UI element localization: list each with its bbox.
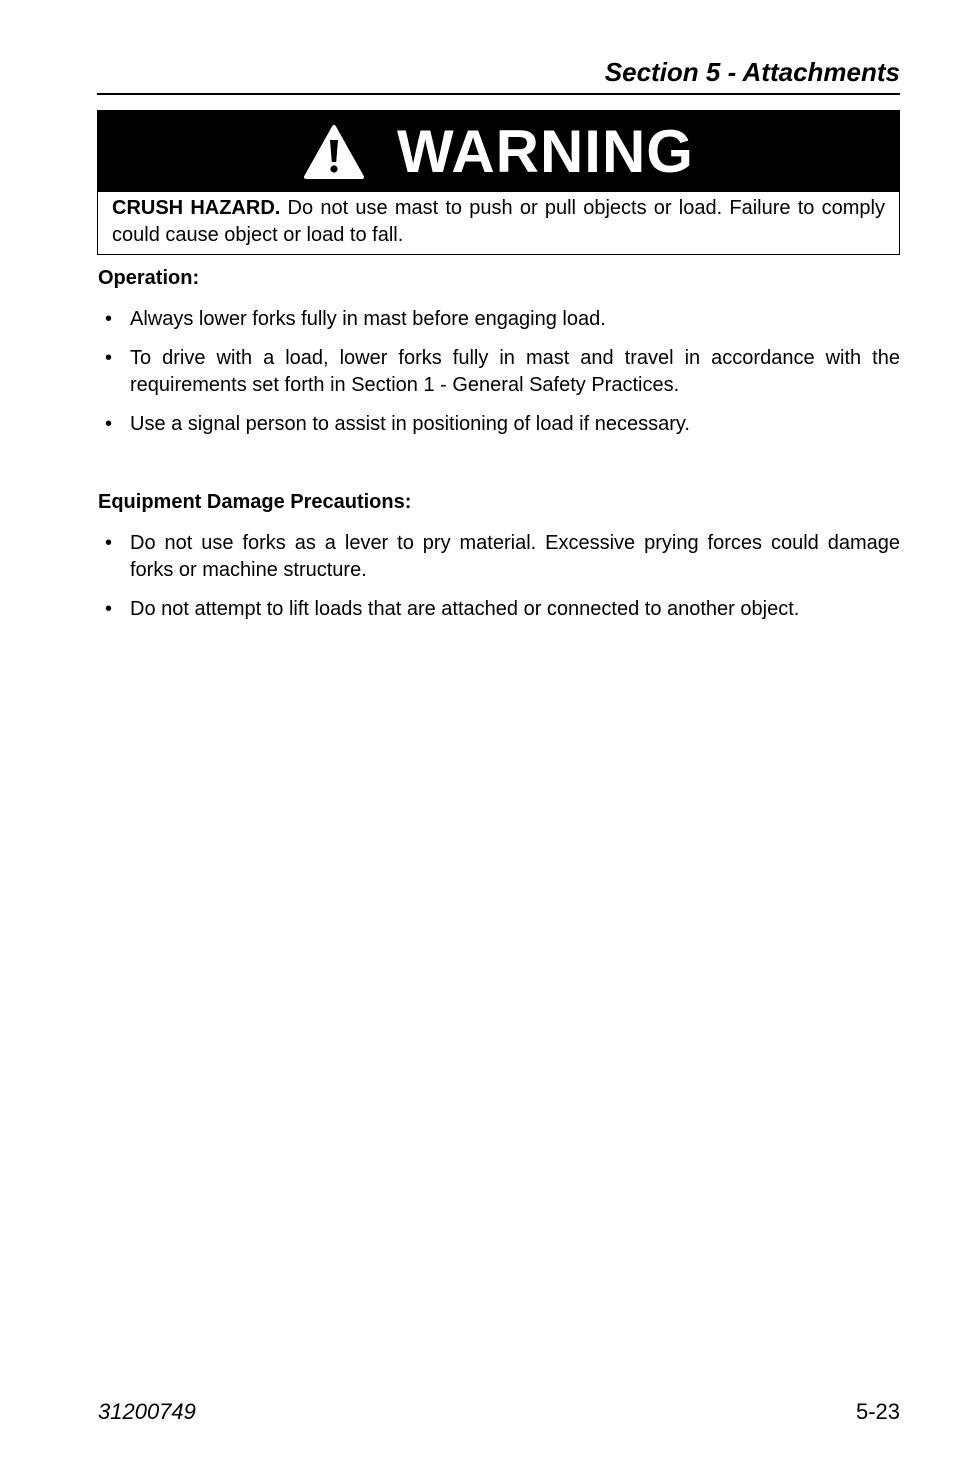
warning-lead: CRUSH HAZARD. (112, 197, 281, 219)
warning-body: Do not use mast to push or pull objects or load. Failure to comply could cause object or load to fall. (112, 197, 885, 246)
bullet-dot: • (105, 347, 113, 369)
operation-heading: Operation: (98, 267, 200, 289)
equipment-damage-heading: Equipment Damage Precautions: (98, 491, 412, 513)
list-item (98, 345, 900, 399)
warning-banner (98, 111, 899, 192)
warning-message (98, 192, 899, 249)
bullet-dot: • (105, 532, 113, 554)
bullet-dot: • (105, 598, 113, 620)
bullet-dot: • (105, 308, 113, 330)
list-item (98, 411, 900, 438)
list-item-text: Use a signal person to assist in positioning of load if necessary. (130, 413, 690, 435)
page-number: 5-23 (855, 1399, 900, 1424)
bullet-dot: • (105, 413, 113, 435)
list-item-text: Do not attempt to lift loads that are attached or connected to another object. (130, 598, 800, 620)
operation-list (98, 306, 900, 450)
warning-title: WARNING (397, 117, 694, 185)
equipment-damage-list (98, 530, 900, 635)
list-item-text: Always lower forks fully in mast before engaging load. (130, 308, 606, 330)
list-item-text: Do not use forks as a lever to pry material. Excessive prying forces could damage forks or machine structure. (130, 532, 900, 581)
list-item (98, 596, 900, 623)
section-header-title: Section 5 - Attachments (604, 57, 900, 87)
warning-box (97, 110, 900, 255)
warning-triangle-icon (303, 124, 365, 180)
header-divider (97, 93, 900, 95)
list-item-text: To drive with a load, lower forks fully in mast and travel in accordance with the requirements set forth in Section 1 - General Safety Practices. (130, 347, 900, 396)
list-item (98, 306, 900, 333)
list-item (98, 530, 900, 584)
document-number: 31200749 (98, 1399, 196, 1424)
